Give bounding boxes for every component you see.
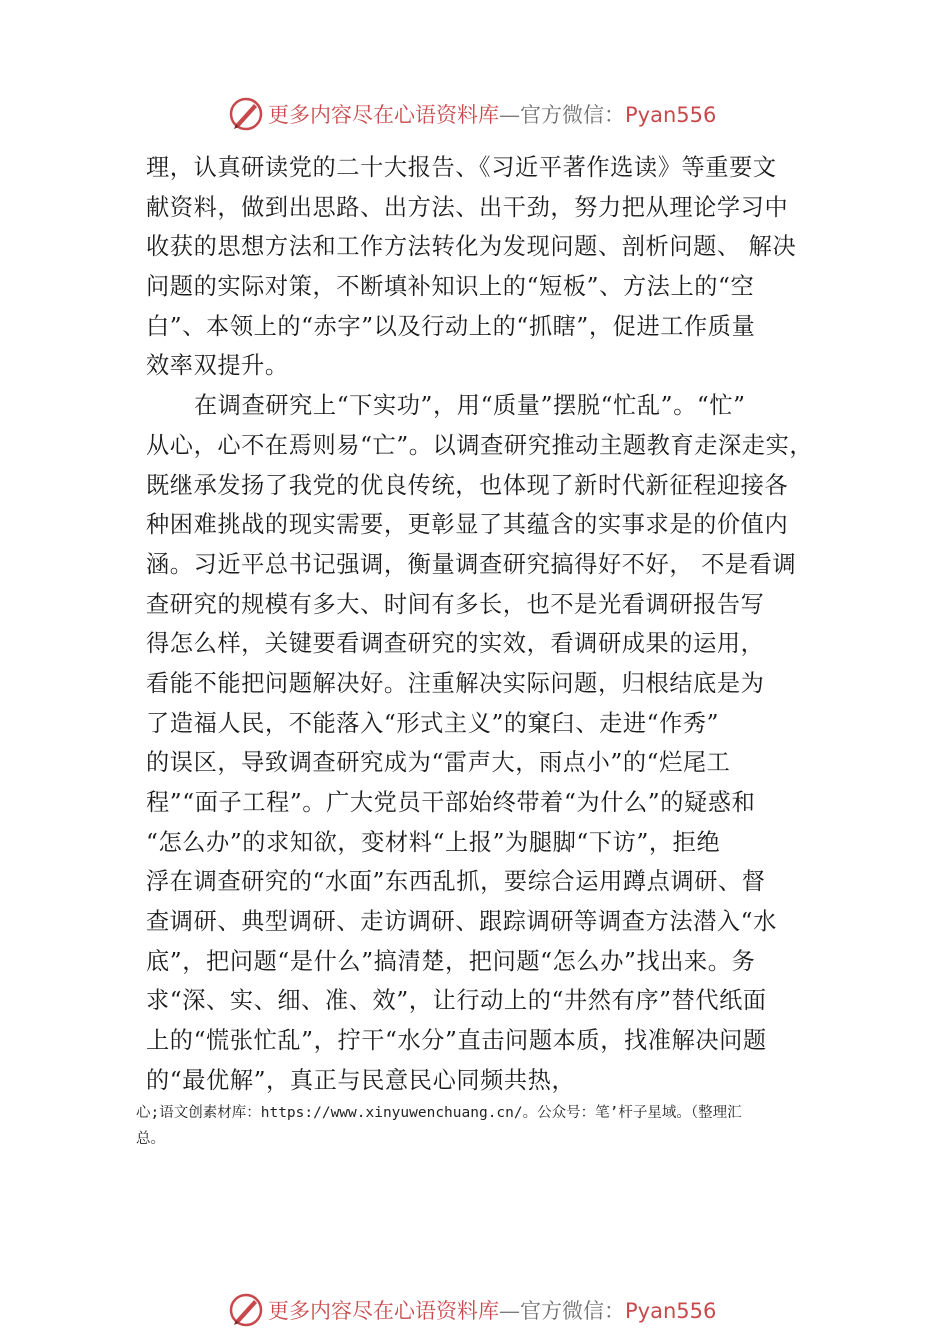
pen-logo-icon [228,1292,264,1328]
body-line: 既继承发扬了我党的优良传统，也体现了新时代新征程迎接各 [146,471,789,499]
body-line: 在调查研究上“下实功”，用“质量”摆脱“忙乱”。“忙” [194,392,746,420]
body-line: 的“最优解”，真正与民意民心同频共热， [146,1066,576,1094]
body-line: 涵。习近平总书记强调，衡量调查研究搞得好不好， 不是看调 [146,550,797,578]
body-line: 的误区，导致调查研究成为“雷声大，雨点小”的“烂尾工 [146,749,731,777]
body-line: 看能不能把问题解决好。注重解决实际问题，归根结底是为 [146,669,765,697]
body-line: 理，认真研读党的二十大报告、《习近平著作选读》等重要文 [146,154,777,181]
pen-logo-icon [228,96,264,132]
source-note [136,1100,826,1152]
body-line: 了造福人民，不能落入“形式主义”的窠臼、走进“作秀” [146,709,720,737]
source-note-line: 心;语文创素材库：https://www.xinyuwenchuang.cn/。公众号：笔’杆子星域。（整理汇 [136,1105,742,1121]
body-line: 白”、本领上的“赤字”以及行动上的“抓瞎”，促进工作质量 [146,312,756,340]
banner-text: 更多内容尽在心语资料库—官方微信：Pyan556 [268,103,717,127]
body-line: 查研究的规模有多大、时间有多长，也不是光看调研报告写 [146,590,765,618]
body-line: 效率双提升。 [146,352,289,380]
body-line: 程”“面子工程”。广大党员干部始终带着“为什么”的疑惑和 [146,789,756,816]
body-line: 从心，心不在焉则易“亡”。以调查研究推动主题教育走深走实， [146,431,814,459]
body-line: 问题的实际对策，不断填补知识上的“短板”、方法上的“空 [146,273,755,301]
body-line: 收获的思想方法和工作方法转化为发现问题、剖析问题、 解决 [146,233,797,261]
body-line: 上的“慌张忙乱”，拧干“水分”直击问题本质，找准解决问题 [146,1027,767,1055]
body-line: 浮在调查研究的“水面”东西乱抓，要综合运用蹲点调研、督 [146,868,766,896]
body-line: 得怎么样，关键要看调查研究的实效，看调研成果的运用， [146,630,765,658]
source-note-line: 总。 [136,1131,165,1147]
body-line: 献资料，做到出思路、出方法、出干劲，努力把从理论学习中 [146,193,789,221]
body-line: 种困难挑战的现实需要，更彰显了其蕴含的实事求是的价值内 [146,511,789,539]
document-body [146,148,826,1101]
banner-text: 更多内容尽在心语资料库—官方微信：Pyan556 [268,1299,717,1323]
body-line: “怎么办”的求知欲，变材料“上报”为腿脚“下访”，拒绝 [146,828,721,856]
header-banner [228,94,728,134]
body-line: 求“深、实、细、准、效”，让行动上的“井然有序”替代纸面 [146,987,767,1015]
body-line: 查调研、典型调研、走访调研、跟踪调研等调查方法潜入“水 [146,908,777,936]
body-line: 底”，把问题“是什么”搞清楚，把问题“怎么办”找出来。务 [146,947,756,975]
footer-banner [228,1290,728,1330]
